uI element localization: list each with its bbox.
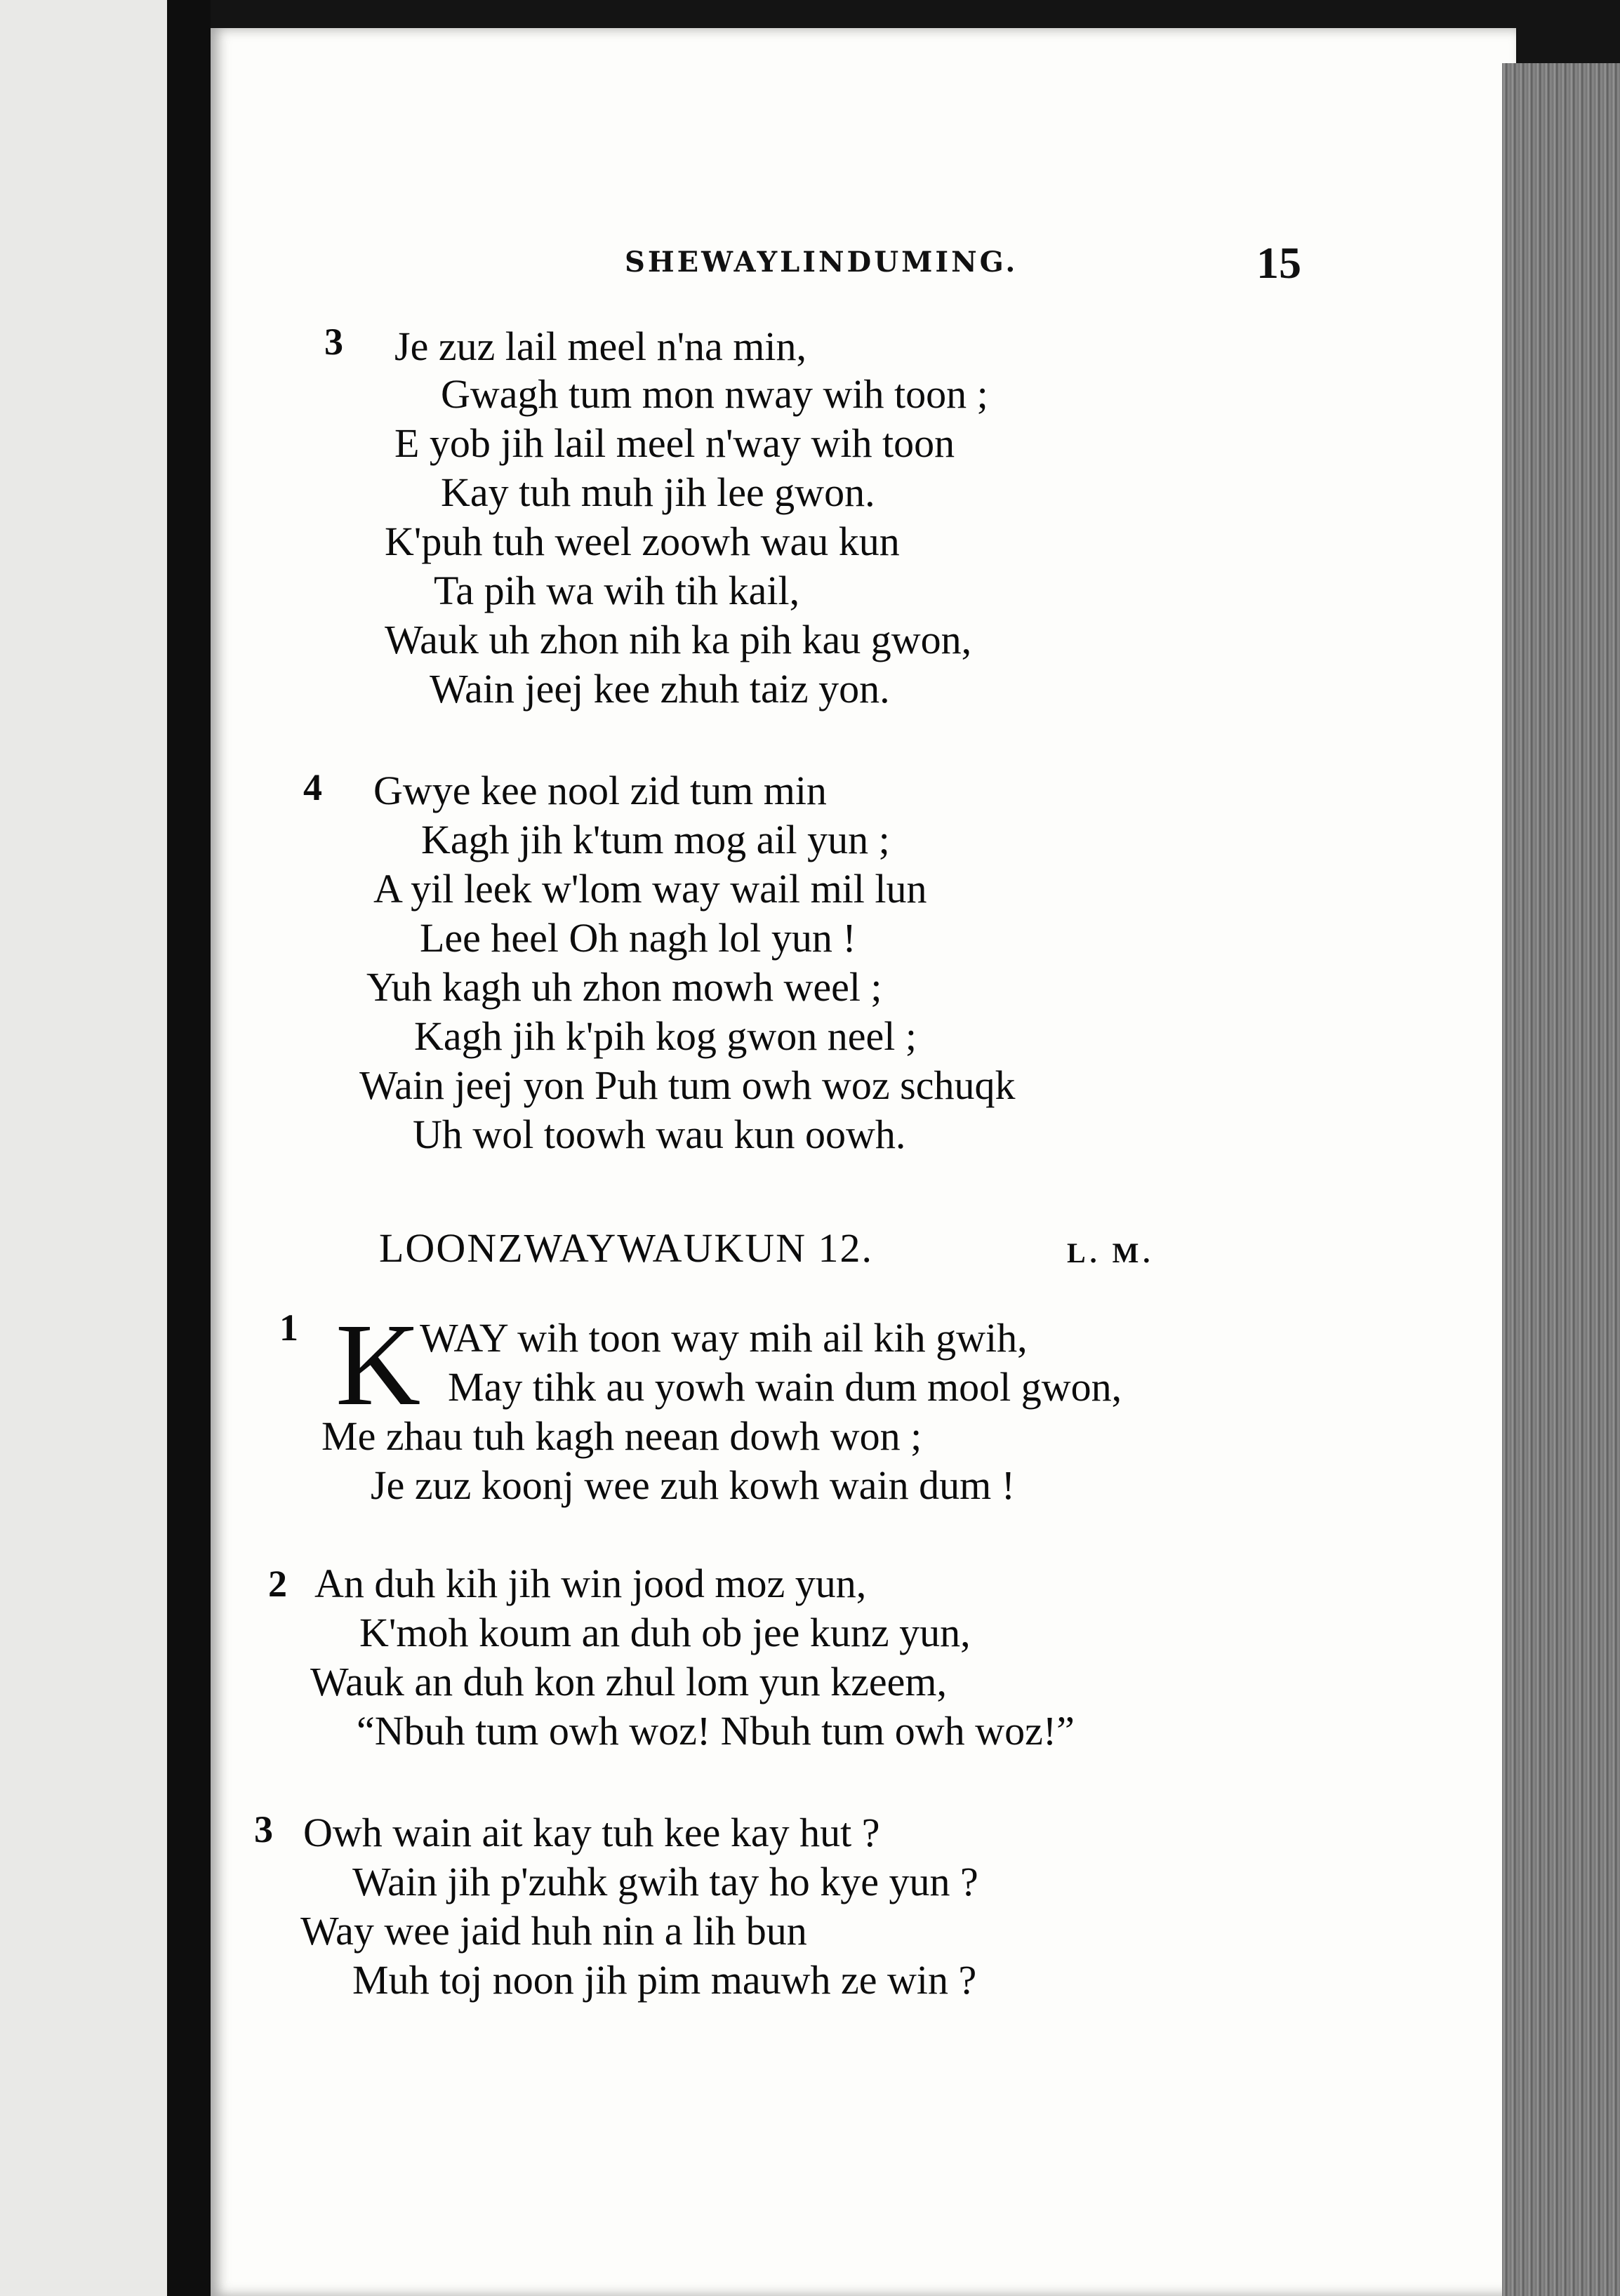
verse-line: Kay tuh muh jih lee gwon. bbox=[441, 469, 875, 515]
verse-line: Wain jih p'zuhk gwih tay ho kye yun ? bbox=[352, 1859, 978, 1904]
verse-line: An duh kih jih win jood moz yun, bbox=[314, 1561, 867, 1606]
verse-line: May tihk au yowh wain dum mool gwon, bbox=[448, 1364, 1122, 1410]
verse-line: Uh wol toowh wau kun oowh. bbox=[413, 1112, 906, 1157]
verse-line: Wain jeej kee zhuh taiz yon. bbox=[430, 666, 890, 712]
stanza-number: 2 bbox=[268, 1563, 287, 1605]
verse-line: K'puh tuh weel zoowh wau kun bbox=[385, 519, 900, 564]
verse-line: Kagh jih k'tum mog ail yun ; bbox=[421, 817, 890, 862]
stanza-number: 1 bbox=[279, 1307, 298, 1349]
page-stack-edge bbox=[1502, 63, 1620, 2296]
verse-line: Yuh kagh uh zhon mowh weel ; bbox=[366, 964, 882, 1010]
verse-line: Muh toj noon jih pim mauwh ze win ? bbox=[352, 1957, 977, 2003]
verse-line: Je zuz lail meel n'na min, bbox=[394, 323, 807, 369]
verse-line: Gwagh tum mon nway wih toon ; bbox=[441, 371, 988, 417]
verse-line: Kagh jih k'pih kog gwon neel ; bbox=[414, 1013, 917, 1059]
verse-line: Wain jeej yon Puh tum owh woz schuqk bbox=[359, 1062, 1016, 1108]
verse-line: Gwye kee nool zid tum min bbox=[373, 768, 827, 813]
verse-line: E yob jih lail meel n'way wih toon bbox=[394, 420, 955, 466]
page-number: 15 bbox=[1256, 238, 1301, 288]
stanza-number: 4 bbox=[303, 766, 322, 808]
hymn-meter: L. M. bbox=[1067, 1237, 1155, 1269]
verse-line: Je zuz koonj wee zuh kowh wain dum ! bbox=[371, 1462, 1016, 1508]
verse-line: WAY wih toon way mih ail kih gwih, bbox=[420, 1315, 1028, 1361]
running-title: SHEWAYLINDUMING. bbox=[625, 246, 1018, 279]
drop-cap: K bbox=[336, 1300, 421, 1430]
verse-line: Wauk an duh kon zhul lom yun kzeem, bbox=[310, 1659, 948, 1704]
stanza-number: 3 bbox=[254, 1808, 273, 1850]
verse-line: K'moh koum an duh ob jee kunz yun, bbox=[359, 1610, 971, 1655]
verse-line: Wauk uh zhon nih ka pih kau gwon, bbox=[385, 617, 972, 662]
facing-page bbox=[0, 0, 167, 2296]
verse-line: Way wee jaid huh nin a lih bun bbox=[300, 1908, 807, 1954]
verse-line: “Nbuh tum owh woz! Nbuh tum owh woz!” bbox=[357, 1708, 1075, 1754]
stanza-number: 3 bbox=[324, 321, 343, 363]
verse-line: Lee heel Oh nagh lol yun ! bbox=[420, 915, 856, 961]
hymn-heading: LOONZWAYWAUKUN 12. bbox=[379, 1225, 874, 1271]
top-margin-shadow bbox=[211, 0, 1620, 28]
book-gutter bbox=[167, 0, 211, 2296]
verse-line: Owh wain ait kay tuh kee kay hut ? bbox=[303, 1810, 880, 1855]
verse-line: Ta pih wa wih tih kail, bbox=[434, 568, 800, 613]
verse-line: A yil leek w'lom way wail mil lun bbox=[373, 866, 927, 912]
verse-line: Me zhau tuh kagh neean dowh won ; bbox=[321, 1413, 922, 1459]
